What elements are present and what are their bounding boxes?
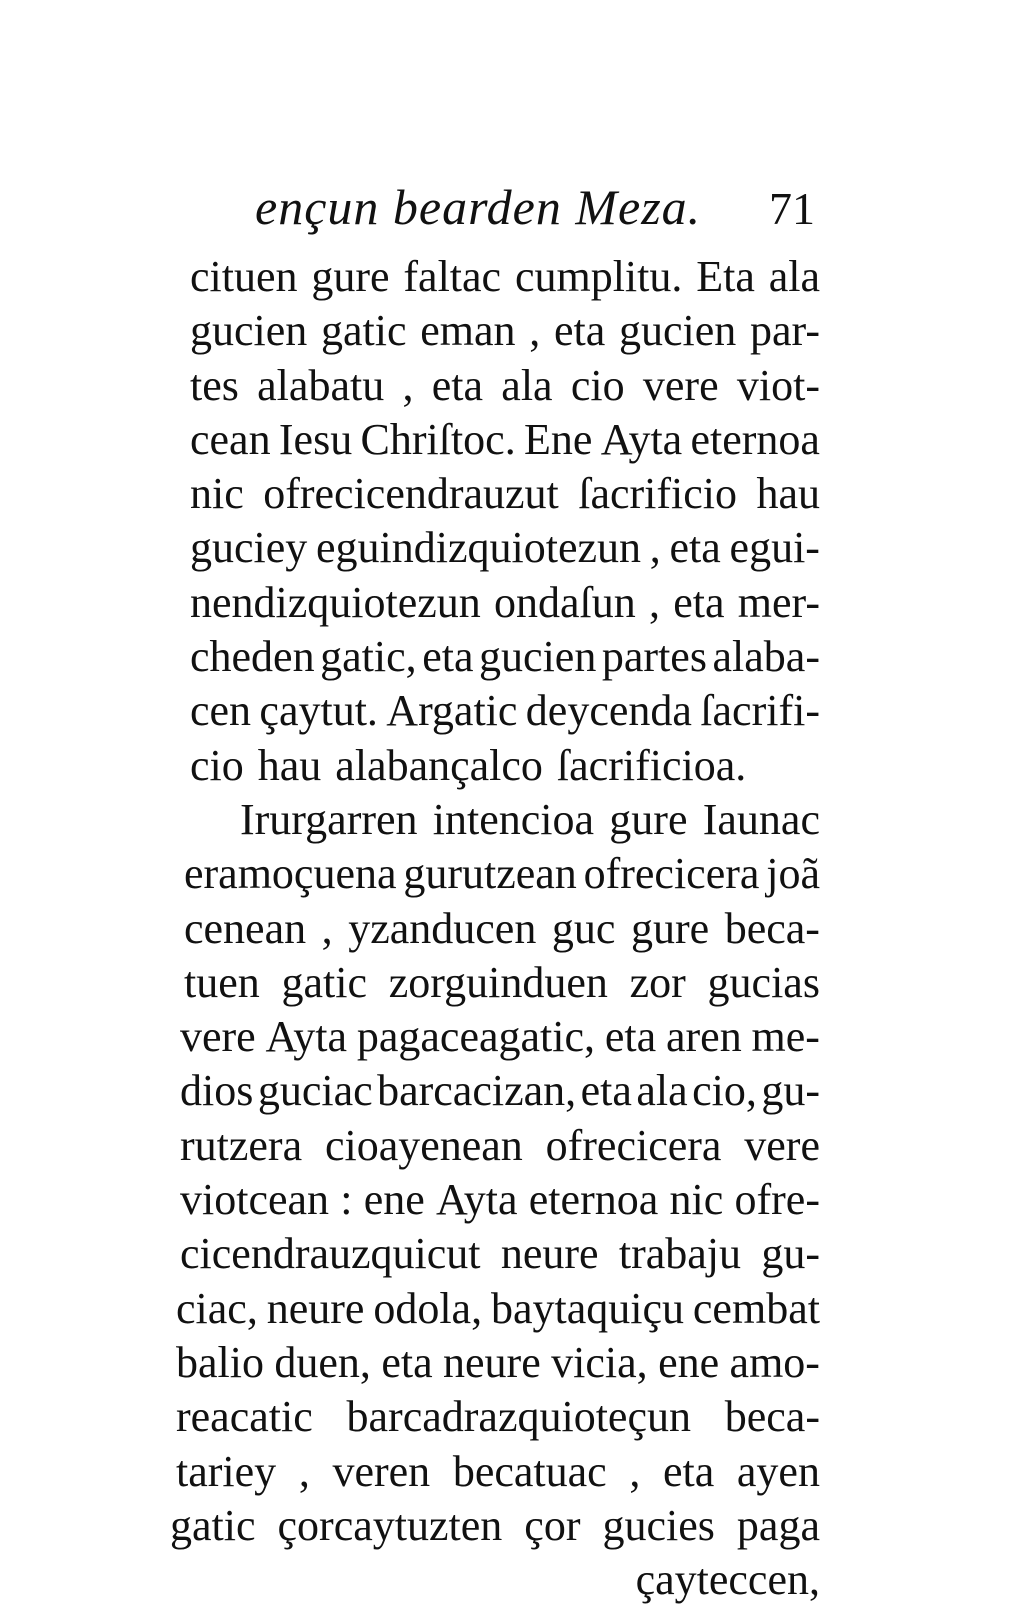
text-word: gurutzean: [403, 849, 577, 899]
text-line: [170, 250, 820, 304]
text-word: par-: [750, 306, 820, 356]
text-word: tes: [190, 360, 239, 410]
text-word: viot-: [736, 360, 820, 410]
text-word: cio: [570, 360, 625, 410]
text-word: paga: [736, 1500, 820, 1550]
running-title: ençun bearden Meza.: [255, 179, 702, 235]
text-word: cen: [190, 686, 252, 736]
text-line: [170, 1119, 820, 1173]
text-word: ,: [529, 306, 541, 356]
text-line: [170, 1010, 820, 1064]
text-word: ofrecicera: [545, 1120, 722, 1170]
text-line: [170, 304, 820, 358]
text-word: çor: [524, 1500, 581, 1550]
text-word: becatuac: [452, 1446, 607, 1496]
text-word: joã: [766, 849, 820, 899]
text-word: nendizquiotezun: [190, 577, 481, 627]
text-word: eternoa: [528, 1175, 659, 1225]
text-word: gure: [311, 252, 390, 301]
text-word: trabaju: [618, 1229, 742, 1279]
text-word: neure: [266, 1283, 365, 1333]
text-word: ſacrifi-: [700, 686, 820, 736]
text-word: ene: [658, 1337, 720, 1387]
text-line: [170, 1499, 820, 1553]
text-line: [170, 684, 820, 738]
text-word: alabatu: [257, 360, 385, 410]
text-word: zorguinduen: [388, 957, 608, 1007]
text-word: deycenda: [525, 686, 692, 736]
running-head: [255, 178, 815, 248]
text-line: [170, 1173, 820, 1227]
text-word: gucien: [619, 306, 737, 356]
text-word: neure: [500, 1229, 599, 1279]
text-word: Argatic: [386, 686, 518, 736]
text-line: [170, 847, 820, 901]
text-line: [170, 902, 820, 956]
text-word: dios: [180, 1066, 254, 1116]
text-word: eta: [580, 1066, 632, 1116]
text-word: cituen: [190, 252, 298, 301]
text-word: eramoçuena: [184, 849, 397, 899]
text-word: gatic: [281, 957, 368, 1007]
text-word: faltac: [403, 252, 502, 301]
text-line: [170, 359, 820, 413]
text-word: hau: [756, 469, 820, 519]
text-word: vere: [642, 360, 719, 410]
text-word: nic: [190, 469, 244, 519]
text-word: gucien: [479, 632, 597, 682]
text-word: me-: [751, 1012, 820, 1062]
text-word: Irurgarren: [240, 794, 418, 844]
text-word: ſacrificioa.: [556, 740, 747, 790]
text-line: [170, 739, 820, 793]
text-word: duen,: [274, 1337, 371, 1387]
text-word: ,: [402, 360, 414, 410]
text-word: beca-: [724, 1392, 820, 1442]
text-word: Ene: [524, 414, 593, 464]
text-word: veren: [332, 1446, 431, 1496]
text-word: gucies: [602, 1500, 715, 1550]
text-word: vicia,: [551, 1337, 648, 1387]
text-word: eman: [420, 306, 516, 356]
text-word: ayen: [736, 1446, 820, 1496]
text-word: cio: [190, 740, 244, 790]
text-word: eta: [381, 1337, 433, 1387]
text-line: [170, 413, 820, 467]
text-word: ofrecicendrauzut: [263, 469, 559, 519]
text-word: zor: [629, 957, 686, 1007]
text-word: ciac,: [176, 1283, 258, 1333]
text-line: [170, 956, 820, 1010]
text-word: eta: [604, 1012, 657, 1062]
text-word: viotcean: [180, 1175, 330, 1225]
text-word: reacatic: [176, 1392, 313, 1442]
text-word: Ayta: [265, 1012, 348, 1062]
text-line: [170, 793, 820, 847]
text-line: [170, 1336, 820, 1390]
text-word: ſacrificio: [578, 469, 738, 519]
text-word: eternoa: [690, 414, 820, 464]
text-word: aren: [665, 1012, 742, 1062]
text-word: eta: [673, 577, 725, 627]
text-word: gucias: [707, 957, 820, 1007]
text-word: egui-: [729, 523, 820, 573]
text-word: rutzera: [180, 1120, 303, 1170]
text-word: Chriſtoc.: [360, 414, 516, 464]
text-word: ofre-: [734, 1175, 820, 1225]
text-word: baytaquiçu: [490, 1283, 685, 1333]
text-word: guc: [551, 903, 616, 953]
text-word: cioayenean: [324, 1120, 523, 1170]
text-word: vere: [180, 1012, 256, 1062]
text-word: alabançalco: [335, 740, 543, 790]
text-line: [170, 1064, 820, 1118]
text-word: ondaſun: [494, 577, 636, 627]
text-line: [170, 630, 820, 684]
text-line: [170, 576, 820, 630]
text-word: amo-: [729, 1337, 820, 1387]
text-word: mer-: [737, 577, 820, 627]
text-line: [170, 1445, 820, 1499]
text-word: eta: [422, 632, 474, 682]
text-word: ,: [629, 1446, 641, 1496]
text-word: Ayta: [436, 1175, 518, 1225]
text-word: gatic,: [320, 632, 417, 682]
text-word: ,: [321, 903, 333, 953]
text-word: tuen: [184, 957, 260, 1007]
text-word: guciey: [190, 523, 308, 573]
text-word: ala: [768, 252, 820, 301]
text-word: cean: [190, 414, 271, 464]
text-word: partes: [601, 632, 707, 682]
text-word: gucien: [190, 306, 308, 356]
text-word: cenean: [184, 903, 307, 953]
page-number: 71: [769, 183, 815, 234]
text-word: eta: [553, 306, 606, 356]
text-word: ,: [649, 523, 661, 573]
text-word: Ayta: [600, 414, 683, 464]
text-word: neure: [443, 1337, 541, 1387]
text-word: balio: [176, 1337, 264, 1387]
text-word: eguindizquiotezun: [316, 523, 642, 573]
text-word: vere: [744, 1120, 820, 1170]
text-word: eta: [431, 360, 484, 410]
text-word: ala: [636, 1066, 688, 1116]
text-word: çorcaytuzten: [277, 1500, 503, 1550]
text-word: alaba-: [712, 632, 820, 682]
text-word: cumplitu.: [514, 252, 683, 301]
text-word: Iaunac: [702, 794, 820, 844]
text-word: intencioa: [432, 794, 595, 844]
text-word: gatic: [321, 306, 407, 356]
text-word: gure: [609, 794, 688, 844]
text-word: odola,: [373, 1283, 483, 1333]
text-word: gu-: [761, 1229, 820, 1279]
text-word: çaytut.: [259, 686, 378, 736]
text-word: yzanducen: [348, 903, 537, 953]
text-word: eta: [662, 1446, 715, 1496]
text-word: gure: [630, 903, 710, 953]
text-word: Iesu: [278, 414, 353, 464]
text-word: cheden: [190, 632, 315, 682]
text-word: ,: [298, 1446, 310, 1496]
text-word: gu-: [761, 1066, 820, 1116]
text-word: eta: [669, 523, 721, 573]
text-word: ,: [649, 577, 661, 627]
text-word: tariey: [176, 1446, 277, 1496]
text-word: çayteccen,: [635, 1555, 820, 1605]
text-word: guciac: [257, 1066, 373, 1116]
text-word: ofrecicera: [583, 849, 760, 899]
text-word: cicendrauzquicut: [180, 1229, 481, 1279]
body-text: [170, 250, 820, 1607]
text-line: [170, 1282, 820, 1336]
text-word: :: [340, 1175, 353, 1225]
text-word: beca-: [724, 903, 820, 953]
text-line: [170, 1390, 820, 1444]
text-line: [170, 467, 820, 521]
text-word: barcadrazquioteçun: [346, 1392, 691, 1442]
text-word: hau: [257, 740, 322, 790]
text-word: cio,: [692, 1066, 757, 1116]
text-word: barcacizan,: [377, 1066, 577, 1116]
text-word: ene: [363, 1175, 425, 1225]
text-word: nic: [669, 1175, 724, 1225]
text-word: cembat: [692, 1283, 820, 1333]
text-line: [170, 1553, 820, 1607]
text-line: [170, 1227, 820, 1281]
text-word: gatic: [170, 1500, 256, 1550]
text-line: [170, 521, 820, 575]
text-word: Eta: [696, 252, 755, 301]
text-word: ala: [501, 360, 553, 410]
text-word: pagaceagatic,: [356, 1012, 596, 1062]
